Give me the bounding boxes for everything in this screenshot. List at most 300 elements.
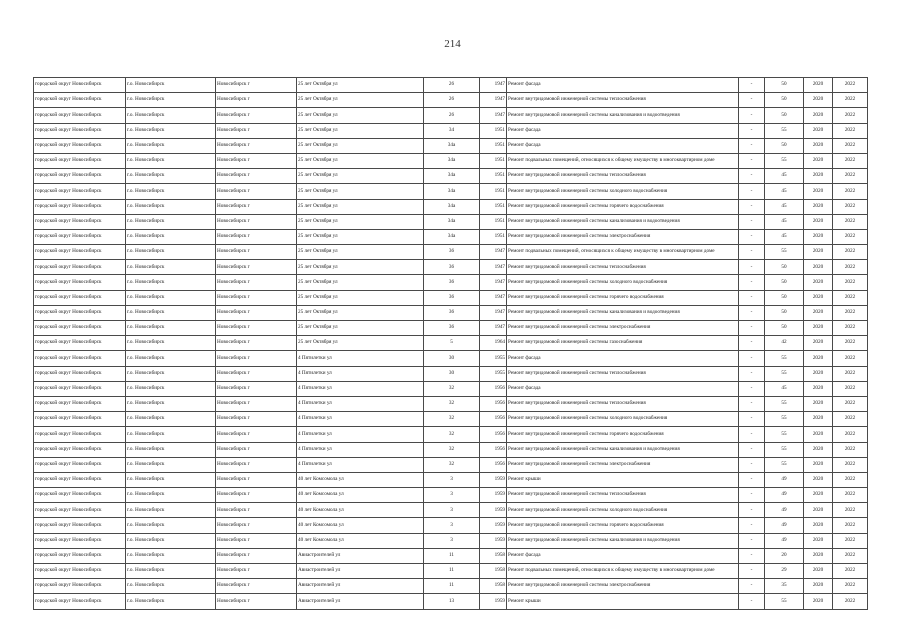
build-year-cell: 1947: [480, 290, 507, 305]
end-year-cell: 2022: [833, 214, 868, 229]
street-cell: 4 Пятилетки ул: [297, 412, 424, 427]
end-year-cell: 2022: [833, 184, 868, 199]
end-year-cell: 2022: [833, 412, 868, 427]
street-cell: 25 лет Октября ул: [297, 78, 424, 93]
start-year-cell: 2020: [804, 275, 833, 290]
okrug-cell: городской округ Новосибирск: [34, 169, 126, 184]
street-cell: Авиастроителей ул: [297, 579, 424, 594]
dash-cell: -: [739, 214, 765, 229]
street-cell: 4 Пятилетки ул: [297, 351, 424, 366]
amount-cell: 45: [765, 214, 804, 229]
work-type-cell: Ремонт внутридомовой инженерной системы канализования и водоотведения: [507, 108, 739, 123]
street-cell: 25 лет Октября ул: [297, 169, 424, 184]
work-type-cell: Ремонт внутридомовой инженерной системы канализования и водоотведения: [507, 533, 739, 548]
work-type-cell: Ремонт фасада: [507, 381, 739, 396]
okrug-cell: городской округ Новосибирск: [34, 123, 126, 138]
municipality-cell: г.о. Новосибирск: [126, 108, 216, 123]
build-year-cell: 1951: [480, 138, 507, 153]
municipality-cell: г.о. Новосибирск: [126, 518, 216, 533]
amount-cell: 20: [765, 548, 804, 563]
okrug-cell: городской округ Новосибирск: [34, 214, 126, 229]
street-cell: 25 лет Октября ул: [297, 108, 424, 123]
settlement-cell: Новосибирск г: [216, 78, 297, 93]
start-year-cell: 2020: [804, 229, 833, 244]
dash-cell: -: [739, 290, 765, 305]
build-year-cell: 1956: [480, 381, 507, 396]
start-year-cell: 2020: [804, 321, 833, 336]
house-number-cell: 32: [424, 427, 480, 442]
build-year-cell: 1959: [480, 503, 507, 518]
settlement-cell: Новосибирск г: [216, 427, 297, 442]
build-year-cell: 1947: [480, 321, 507, 336]
dash-cell: -: [739, 351, 765, 366]
table-row: [34, 533, 868, 548]
street-cell: 25 лет Октября ул: [297, 153, 424, 168]
register-table: [33, 77, 868, 610]
dash-cell: -: [739, 381, 765, 396]
house-number-cell: 30: [424, 351, 480, 366]
amount-cell: 50: [765, 138, 804, 153]
house-number-cell: 26: [424, 78, 480, 93]
municipality-cell: г.о. Новосибирск: [126, 351, 216, 366]
okrug-cell: городской округ Новосибирск: [34, 245, 126, 260]
okrug-cell: городской округ Новосибирск: [34, 138, 126, 153]
okrug-cell: городской округ Новосибирск: [34, 442, 126, 457]
build-year-cell: 1955: [480, 351, 507, 366]
work-type-cell: Ремонт фасада: [507, 138, 739, 153]
municipality-cell: г.о. Новосибирск: [126, 305, 216, 320]
build-year-cell: 1964: [480, 336, 507, 351]
settlement-cell: Новосибирск г: [216, 169, 297, 184]
work-type-cell: Ремонт крыши: [507, 594, 739, 609]
dash-cell: -: [739, 503, 765, 518]
house-number-cell: 36: [424, 275, 480, 290]
work-type-cell: Ремонт внутридомовой инженерной системы электроснабжения: [507, 321, 739, 336]
street-cell: Авиастроителей ул: [297, 548, 424, 563]
street-cell: 25 лет Октября ул: [297, 305, 424, 320]
amount-cell: 55: [765, 351, 804, 366]
work-type-cell: Ремонт внутридомовой инженерной системы теплоснабжения: [507, 260, 739, 275]
okrug-cell: городской округ Новосибирск: [34, 184, 126, 199]
amount-cell: 45: [765, 381, 804, 396]
end-year-cell: 2022: [833, 442, 868, 457]
end-year-cell: 2022: [833, 78, 868, 93]
settlement-cell: Новосибирск г: [216, 579, 297, 594]
street-cell: 40 лет Комсомола ул: [297, 488, 424, 503]
settlement-cell: Новосибирск г: [216, 518, 297, 533]
build-year-cell: 1958: [480, 548, 507, 563]
dash-cell: -: [739, 336, 765, 351]
build-year-cell: 1947: [480, 245, 507, 260]
street-cell: 25 лет Октября ул: [297, 321, 424, 336]
house-number-cell: 36: [424, 245, 480, 260]
okrug-cell: городской округ Новосибирск: [34, 93, 126, 108]
dash-cell: -: [739, 229, 765, 244]
build-year-cell: 1947: [480, 275, 507, 290]
house-number-cell: 36: [424, 260, 480, 275]
start-year-cell: 2020: [804, 412, 833, 427]
build-year-cell: 1951: [480, 123, 507, 138]
house-number-cell: 11: [424, 579, 480, 594]
okrug-cell: городской округ Новосибирск: [34, 396, 126, 411]
start-year-cell: 2020: [804, 351, 833, 366]
municipality-cell: г.о. Новосибирск: [126, 153, 216, 168]
build-year-cell: 1956: [480, 457, 507, 472]
build-year-cell: 1951: [480, 153, 507, 168]
work-type-cell: Ремонт внутридомовой инженерной системы электроснабжения: [507, 457, 739, 472]
street-cell: 4 Пятилетки ул: [297, 442, 424, 457]
settlement-cell: Новосибирск г: [216, 472, 297, 487]
amount-cell: 49: [765, 518, 804, 533]
settlement-cell: Новосибирск г: [216, 396, 297, 411]
build-year-cell: 1959: [480, 533, 507, 548]
dash-cell: -: [739, 123, 765, 138]
street-cell: 25 лет Октября ул: [297, 245, 424, 260]
dash-cell: -: [739, 396, 765, 411]
table-row: [34, 503, 868, 518]
build-year-cell: 1956: [480, 396, 507, 411]
municipality-cell: г.о. Новосибирск: [126, 245, 216, 260]
table-row: [34, 245, 868, 260]
settlement-cell: Новосибирск г: [216, 381, 297, 396]
end-year-cell: 2022: [833, 199, 868, 214]
house-number-cell: 32: [424, 442, 480, 457]
settlement-cell: Новосибирск г: [216, 93, 297, 108]
work-type-cell: Ремонт внутридомовой инженерной системы газоснабжения: [507, 336, 739, 351]
house-number-cell: 32: [424, 381, 480, 396]
start-year-cell: 2020: [804, 290, 833, 305]
dash-cell: -: [739, 275, 765, 290]
amount-cell: 55: [765, 412, 804, 427]
table-row: [34, 336, 868, 351]
amount-cell: 50: [765, 275, 804, 290]
amount-cell: 55: [765, 442, 804, 457]
house-number-cell: 34а: [424, 153, 480, 168]
dash-cell: -: [739, 564, 765, 579]
table-row: [34, 564, 868, 579]
build-year-cell: 1947: [480, 78, 507, 93]
dash-cell: -: [739, 488, 765, 503]
amount-cell: 45: [765, 229, 804, 244]
street-cell: 40 лет Комсомола ул: [297, 533, 424, 548]
settlement-cell: Новосибирск г: [216, 260, 297, 275]
okrug-cell: городской округ Новосибирск: [34, 518, 126, 533]
register-table-body: [34, 78, 868, 610]
start-year-cell: 2020: [804, 564, 833, 579]
house-number-cell: 36: [424, 305, 480, 320]
end-year-cell: 2022: [833, 229, 868, 244]
house-number-cell: 34а: [424, 214, 480, 229]
street-cell: 25 лет Октября ул: [297, 275, 424, 290]
street-cell: 40 лет Комсомола ул: [297, 518, 424, 533]
build-year-cell: 1947: [480, 108, 507, 123]
settlement-cell: Новосибирск г: [216, 290, 297, 305]
end-year-cell: 2022: [833, 381, 868, 396]
dash-cell: -: [739, 427, 765, 442]
work-type-cell: Ремонт внутридомовой инженерной системы горячего водоснабжения: [507, 427, 739, 442]
start-year-cell: 2020: [804, 503, 833, 518]
municipality-cell: г.о. Новосибирск: [126, 184, 216, 199]
table-row: [34, 214, 868, 229]
settlement-cell: Новосибирск г: [216, 488, 297, 503]
street-cell: 25 лет Октября ул: [297, 336, 424, 351]
street-cell: 4 Пятилетки ул: [297, 366, 424, 381]
okrug-cell: городской округ Новосибирск: [34, 78, 126, 93]
end-year-cell: 2022: [833, 548, 868, 563]
start-year-cell: 2020: [804, 93, 833, 108]
municipality-cell: г.о. Новосибирск: [126, 229, 216, 244]
dash-cell: -: [739, 472, 765, 487]
build-year-cell: 1947: [480, 305, 507, 320]
end-year-cell: 2022: [833, 366, 868, 381]
okrug-cell: городской округ Новосибирск: [34, 594, 126, 609]
amount-cell: 35: [765, 579, 804, 594]
start-year-cell: 2020: [804, 123, 833, 138]
house-number-cell: 32: [424, 396, 480, 411]
okrug-cell: городской округ Новосибирск: [34, 457, 126, 472]
street-cell: 4 Пятилетки ул: [297, 427, 424, 442]
end-year-cell: 2022: [833, 336, 868, 351]
amount-cell: 55: [765, 594, 804, 609]
table-row: [34, 199, 868, 214]
amount-cell: 55: [765, 245, 804, 260]
municipality-cell: г.о. Новосибирск: [126, 214, 216, 229]
municipality-cell: г.о. Новосибирск: [126, 427, 216, 442]
dash-cell: -: [739, 260, 765, 275]
work-type-cell: Ремонт внутридомовой инженерной системы теплоснабжения: [507, 396, 739, 411]
settlement-cell: Новосибирск г: [216, 503, 297, 518]
end-year-cell: 2022: [833, 153, 868, 168]
municipality-cell: г.о. Новосибирск: [126, 381, 216, 396]
settlement-cell: Новосибирск г: [216, 548, 297, 563]
municipality-cell: г.о. Новосибирск: [126, 564, 216, 579]
amount-cell: 55: [765, 457, 804, 472]
okrug-cell: городской округ Новосибирск: [34, 381, 126, 396]
table-row: [34, 457, 868, 472]
build-year-cell: 1951: [480, 199, 507, 214]
end-year-cell: 2022: [833, 169, 868, 184]
table-row: [34, 123, 868, 138]
end-year-cell: 2022: [833, 275, 868, 290]
build-year-cell: 1956: [480, 412, 507, 427]
build-year-cell: 1958: [480, 579, 507, 594]
house-number-cell: 32: [424, 412, 480, 427]
start-year-cell: 2020: [804, 184, 833, 199]
municipality-cell: г.о. Новосибирск: [126, 260, 216, 275]
amount-cell: 50: [765, 305, 804, 320]
start-year-cell: 2020: [804, 366, 833, 381]
dash-cell: -: [739, 138, 765, 153]
street-cell: 25 лет Октября ул: [297, 138, 424, 153]
start-year-cell: 2020: [804, 488, 833, 503]
house-number-cell: 34: [424, 123, 480, 138]
work-type-cell: Ремонт фасада: [507, 78, 739, 93]
settlement-cell: Новосибирск г: [216, 184, 297, 199]
house-number-cell: 26: [424, 108, 480, 123]
municipality-cell: г.о. Новосибирск: [126, 138, 216, 153]
table-row: [34, 108, 868, 123]
settlement-cell: Новосибирск г: [216, 229, 297, 244]
work-type-cell: Ремонт внутридомовой инженерной системы электроснабжения: [507, 579, 739, 594]
start-year-cell: 2020: [804, 199, 833, 214]
work-type-cell: Ремонт подвальных помещений, относящихся к общему имуществу в многоквартирном доме: [507, 564, 739, 579]
house-number-cell: 11: [424, 548, 480, 563]
work-type-cell: Ремонт фасада: [507, 123, 739, 138]
municipality-cell: г.о. Новосибирск: [126, 169, 216, 184]
dash-cell: -: [739, 533, 765, 548]
work-type-cell: Ремонт внутридомовой инженерной системы теплоснабжения: [507, 93, 739, 108]
work-type-cell: Ремонт подвальных помещений, относящихся к общему имуществу в многоквартирном доме: [507, 153, 739, 168]
municipality-cell: г.о. Новосибирск: [126, 472, 216, 487]
build-year-cell: 1951: [480, 229, 507, 244]
okrug-cell: городской округ Новосибирск: [34, 290, 126, 305]
dash-cell: -: [739, 305, 765, 320]
table-row: [34, 260, 868, 275]
settlement-cell: Новосибирск г: [216, 199, 297, 214]
amount-cell: 49: [765, 503, 804, 518]
amount-cell: 50: [765, 93, 804, 108]
okrug-cell: городской округ Новосибирск: [34, 229, 126, 244]
amount-cell: 55: [765, 427, 804, 442]
work-type-cell: Ремонт внутридомовой инженерной системы горячего водоснабжения: [507, 290, 739, 305]
start-year-cell: 2020: [804, 260, 833, 275]
street-cell: 25 лет Октября ул: [297, 199, 424, 214]
settlement-cell: Новосибирск г: [216, 533, 297, 548]
dash-cell: -: [739, 594, 765, 609]
build-year-cell: 1947: [480, 93, 507, 108]
start-year-cell: 2020: [804, 472, 833, 487]
house-number-cell: 36: [424, 321, 480, 336]
start-year-cell: 2020: [804, 457, 833, 472]
settlement-cell: Новосибирск г: [216, 138, 297, 153]
okrug-cell: городской округ Новосибирск: [34, 305, 126, 320]
dash-cell: -: [739, 548, 765, 563]
end-year-cell: 2022: [833, 579, 868, 594]
street-cell: 4 Пятилетки ул: [297, 457, 424, 472]
municipality-cell: г.о. Новосибирск: [126, 93, 216, 108]
work-type-cell: Ремонт крыши: [507, 472, 739, 487]
municipality-cell: г.о. Новосибирск: [126, 533, 216, 548]
work-type-cell: Ремонт внутридомовой инженерной системы горячего водоснабжения: [507, 518, 739, 533]
house-number-cell: 3: [424, 503, 480, 518]
end-year-cell: 2022: [833, 108, 868, 123]
amount-cell: 50: [765, 78, 804, 93]
okrug-cell: городской округ Новосибирск: [34, 275, 126, 290]
end-year-cell: 2022: [833, 518, 868, 533]
table-row: [34, 153, 868, 168]
build-year-cell: 1956: [480, 427, 507, 442]
table-row: [34, 396, 868, 411]
end-year-cell: 2022: [833, 93, 868, 108]
start-year-cell: 2020: [804, 169, 833, 184]
end-year-cell: 2022: [833, 351, 868, 366]
start-year-cell: 2020: [804, 138, 833, 153]
table-row: [34, 518, 868, 533]
table-row: [34, 351, 868, 366]
municipality-cell: г.о. Новосибирск: [126, 336, 216, 351]
table-row: [34, 229, 868, 244]
work-type-cell: Ремонт внутридомовой инженерной системы холодного водоснабжения: [507, 275, 739, 290]
municipality-cell: г.о. Новосибирск: [126, 579, 216, 594]
okrug-cell: городской округ Новосибирск: [34, 533, 126, 548]
street-cell: 25 лет Октября ул: [297, 229, 424, 244]
municipality-cell: г.о. Новосибирск: [126, 290, 216, 305]
start-year-cell: 2020: [804, 548, 833, 563]
okrug-cell: городской округ Новосибирск: [34, 488, 126, 503]
start-year-cell: 2020: [804, 214, 833, 229]
work-type-cell: Ремонт фасада: [507, 351, 739, 366]
build-year-cell: 1947: [480, 260, 507, 275]
okrug-cell: городской округ Новосибирск: [34, 336, 126, 351]
amount-cell: 55: [765, 366, 804, 381]
municipality-cell: г.о. Новосибирск: [126, 548, 216, 563]
start-year-cell: 2020: [804, 518, 833, 533]
settlement-cell: Новосибирск г: [216, 594, 297, 609]
okrug-cell: городской округ Новосибирск: [34, 412, 126, 427]
dash-cell: -: [739, 321, 765, 336]
work-type-cell: Ремонт внутридомовой инженерной системы горячего водоснабжения: [507, 199, 739, 214]
street-cell: 25 лет Октября ул: [297, 260, 424, 275]
build-year-cell: 1959: [480, 518, 507, 533]
dash-cell: -: [739, 78, 765, 93]
start-year-cell: 2020: [804, 396, 833, 411]
table-row: [34, 427, 868, 442]
start-year-cell: 2020: [804, 381, 833, 396]
amount-cell: 55: [765, 396, 804, 411]
dash-cell: -: [739, 199, 765, 214]
amount-cell: 29: [765, 564, 804, 579]
build-year-cell: 1959: [480, 594, 507, 609]
okrug-cell: городской округ Новосибирск: [34, 366, 126, 381]
settlement-cell: Новосибирск г: [216, 153, 297, 168]
end-year-cell: 2022: [833, 503, 868, 518]
table-row: [34, 305, 868, 320]
work-type-cell: Ремонт внутридомовой инженерной системы электроснабжения: [507, 229, 739, 244]
table-row: [34, 442, 868, 457]
start-year-cell: 2020: [804, 245, 833, 260]
settlement-cell: Новосибирск г: [216, 442, 297, 457]
amount-cell: 49: [765, 488, 804, 503]
table-row: [34, 169, 868, 184]
settlement-cell: Новосибирск г: [216, 336, 297, 351]
amount-cell: 49: [765, 533, 804, 548]
settlement-cell: Новосибирск г: [216, 214, 297, 229]
table-row: [34, 290, 868, 305]
table-row: [34, 138, 868, 153]
street-cell: 25 лет Октября ул: [297, 123, 424, 138]
settlement-cell: Новосибирск г: [216, 123, 297, 138]
start-year-cell: 2020: [804, 427, 833, 442]
house-number-cell: 34а: [424, 199, 480, 214]
house-number-cell: 3: [424, 488, 480, 503]
municipality-cell: г.о. Новосибирск: [126, 442, 216, 457]
end-year-cell: 2022: [833, 396, 868, 411]
okrug-cell: городской округ Новосибирск: [34, 351, 126, 366]
okrug-cell: городской округ Новосибирск: [34, 260, 126, 275]
table-row: [34, 488, 868, 503]
start-year-cell: 2020: [804, 305, 833, 320]
settlement-cell: Новосибирск г: [216, 412, 297, 427]
work-type-cell: Ремонт внутридомовой инженерной системы теплоснабжения: [507, 366, 739, 381]
okrug-cell: городской округ Новосибирск: [34, 321, 126, 336]
dash-cell: -: [739, 184, 765, 199]
house-number-cell: 3: [424, 518, 480, 533]
settlement-cell: Новосибирск г: [216, 457, 297, 472]
amount-cell: 45: [765, 169, 804, 184]
okrug-cell: городской округ Новосибирск: [34, 108, 126, 123]
table-row: [34, 548, 868, 563]
start-year-cell: 2020: [804, 579, 833, 594]
